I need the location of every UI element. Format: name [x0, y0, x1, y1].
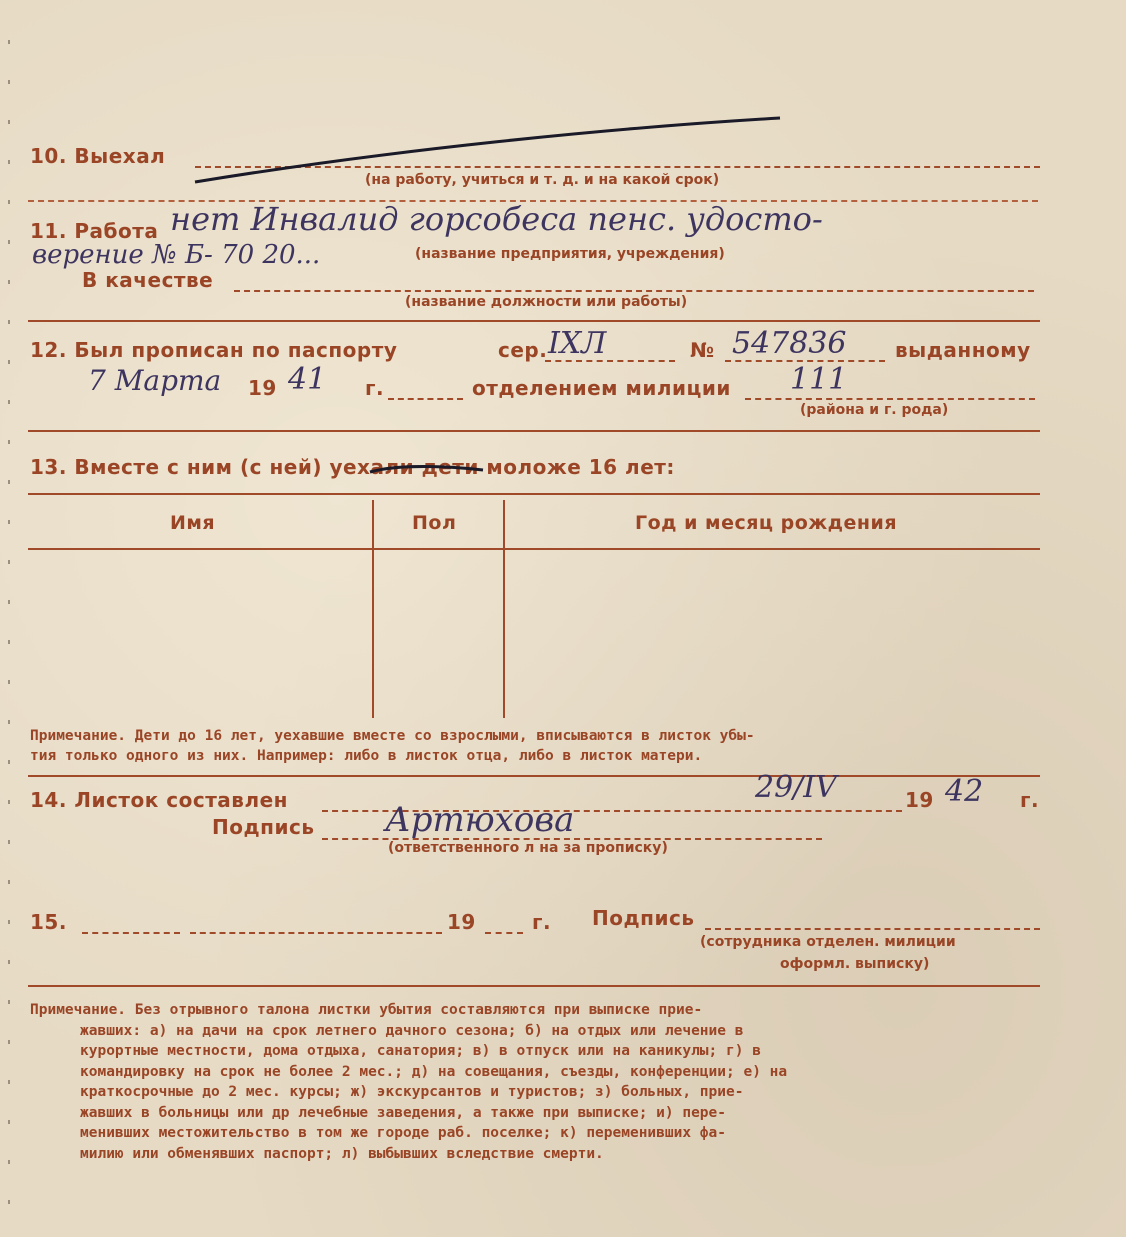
field-14-label: 14. Листок составлен	[30, 788, 288, 812]
note-2-line: менивших местожительство в том же городе раб. поселке; к) переменивших фа-	[80, 1125, 727, 1141]
field-11-handwritten-cont: верение № Б- 70 20...	[32, 240, 321, 270]
table-header-birth: Год и месяц рождения	[635, 512, 898, 534]
field-14-caption: (ответственного л на за прописку)	[388, 840, 668, 856]
note-1-line-2: тия только одного из них. Например: либо в листок отца, либо в листок матери.	[30, 748, 703, 764]
field-14-sign-label: Подпись	[212, 815, 315, 839]
note-2-line: милию или обменявших паспорт; л) выбывших вследствие смерти.	[80, 1145, 604, 1162]
separator	[28, 320, 1040, 322]
field-10-caption: (на работу, учиться и т. д. и на какой срок)	[365, 172, 720, 188]
separator	[28, 985, 1040, 987]
note-2-line: жавших в больницы или др лечебные заведения, а также при выписке; и) пере-	[80, 1104, 727, 1121]
field-15-caption-1: (сотрудника отделен. милиции	[700, 934, 956, 950]
separator	[28, 775, 1040, 777]
field-15-year-line	[485, 932, 523, 934]
field-15-label: 15.	[30, 910, 67, 934]
strike-mark	[368, 458, 488, 482]
field-12-label: 12. Был прописан по паспорту	[30, 338, 398, 362]
strike-through-line	[190, 110, 790, 190]
field-12-office: отделением милиции	[472, 376, 731, 400]
office-line	[745, 398, 1035, 400]
field-11b-line	[234, 290, 1034, 292]
field-15-month-line	[190, 932, 442, 934]
field-14-year-suffix: г.	[1020, 788, 1040, 812]
field-15-year-suffix: г.	[532, 910, 552, 934]
field-11b-caption: (название должности или работы)	[405, 294, 688, 310]
note-2-line: курортные местности, дома отдыха, санатория; в) в отпуск или на каникулы; г) в	[80, 1043, 761, 1059]
note-2-line: жавших: а) на дачи на срок летнего дачного сезона; б) на отдых или лечение в	[80, 1022, 744, 1039]
field-11-caption: (название предприятия, учреждения)	[415, 246, 725, 262]
table-top-rule	[28, 493, 1040, 495]
issue-year: 41	[288, 362, 327, 397]
note-2-line: Примечание. Без отрывного талона листки убытия составляются при выписке прие-	[30, 1002, 703, 1018]
field-15-year-prefix: 19	[447, 910, 476, 934]
signature: Артюхова	[385, 800, 575, 840]
field-12-no: №	[690, 338, 715, 362]
note-1-line-1: Примечание. Дети до 16 лет, уехавшие вместе со взрослыми, вписываются в листок убы-	[30, 728, 755, 744]
issue-year-prefix: 19	[248, 376, 277, 400]
field-15-caption-2: оформл. выписку)	[780, 956, 930, 972]
date-compiled: 29/IV	[755, 770, 837, 805]
field-11-handwritten: нет Инвалид горсобеса пенс. удосто-	[170, 200, 823, 238]
field-13-label: 13. Вместе с ним (с ней) уехали дети моложе 16 лет:	[30, 455, 675, 479]
passport-series: IХЛ	[548, 326, 607, 361]
table-header-rule	[28, 548, 1040, 550]
passport-number: 547836	[732, 326, 847, 361]
field-15-sign-line	[705, 928, 1040, 930]
note-2-line: командировку на срок не более 2 мес.; д) на совещания, съезды, конференции; е) на	[80, 1063, 788, 1080]
issue-year-suffix: г.	[365, 376, 385, 400]
table-col-divider	[372, 500, 374, 718]
field-10-label: 10. Выехал	[30, 144, 166, 168]
separator	[28, 430, 1040, 432]
field-15-day-line	[82, 932, 180, 934]
date-line	[388, 398, 463, 400]
table-col-divider	[503, 500, 505, 718]
police-office: 111	[790, 362, 848, 397]
field-14-year-prefix: 19	[905, 788, 934, 812]
field-11-label: 11. Работа	[30, 219, 159, 243]
issue-date: 7 Марта	[88, 364, 222, 397]
field-15-sign-label: Подпись	[592, 906, 695, 930]
table-header-name: Имя	[170, 512, 216, 534]
year-compiled: 42	[945, 774, 984, 809]
field-12-issued: выданному	[895, 338, 1031, 362]
field-12-caption: (района и г. рода)	[800, 402, 949, 418]
table-header-sex: Пол	[412, 512, 457, 534]
note-2-line: краткосрочные до 2 мес. курсы; ж) экскурсантов и туристов; з) больных, прие-	[80, 1084, 744, 1100]
series-line	[545, 360, 675, 362]
field-12-ser: сер.	[498, 338, 548, 362]
field-11b-label: В качестве	[82, 268, 214, 292]
